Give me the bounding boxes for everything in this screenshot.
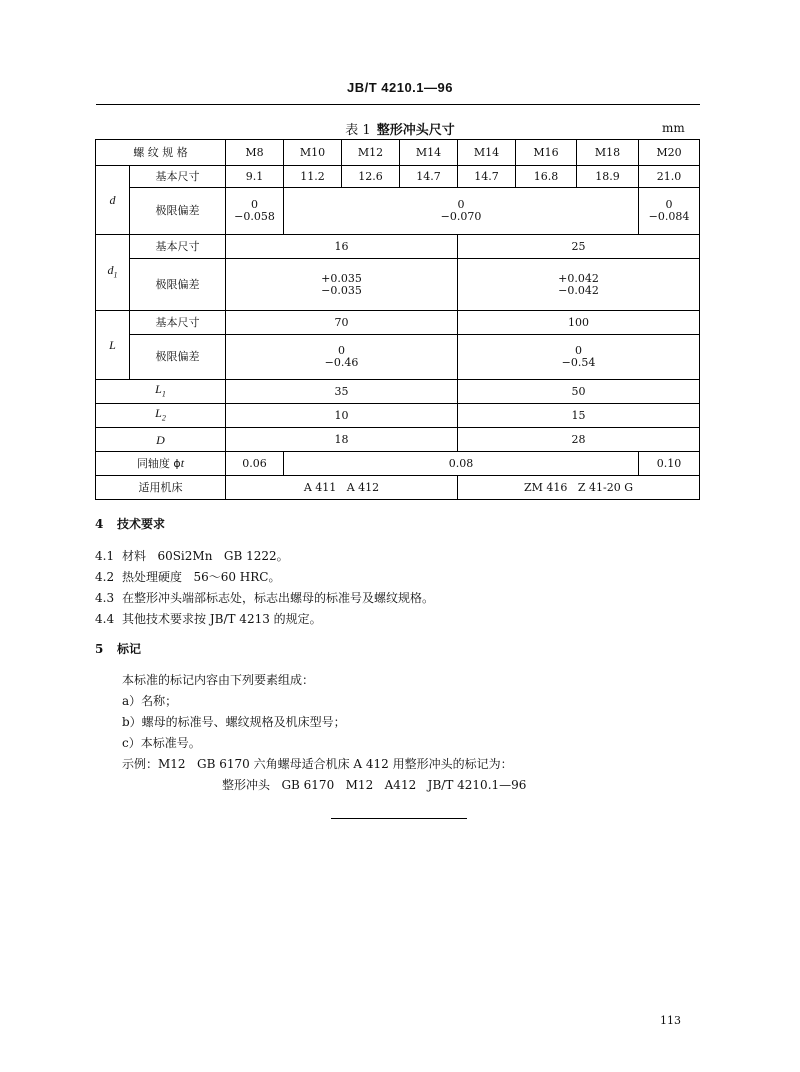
tolerance-label: 极限偏差	[130, 188, 226, 235]
section-title: 标记	[117, 642, 142, 656]
table-row	[96, 452, 700, 476]
d-tol-cell	[284, 188, 639, 235]
punch-dimension-table	[95, 139, 700, 500]
clause-4-2: 4.2 热处理硬度 56～60 HRC。	[95, 570, 281, 584]
d-base-cell: 16.8	[516, 166, 577, 188]
clause-4-4: 4.4 其他技术要求按 JB/T 4213 的规定。	[95, 612, 322, 626]
section-number: 4	[95, 517, 104, 531]
table-row	[96, 380, 700, 404]
d-base-cell: 9.1	[226, 166, 284, 188]
d-base-cell: 12.6	[342, 166, 400, 188]
L2-label-cell: $L_2$	[96, 404, 226, 428]
machine-label-cell: 适用机床	[96, 476, 226, 500]
tol-lower: −0.070	[440, 210, 482, 223]
spec-cell: M16	[516, 140, 577, 166]
table-row	[96, 335, 700, 380]
d1-tol-cell	[458, 259, 700, 311]
table-row	[96, 311, 700, 335]
section-title: 技术要求	[117, 517, 166, 531]
D-cell: 18	[226, 428, 458, 452]
table-row	[96, 476, 700, 500]
spec-cell: M18	[577, 140, 639, 166]
tol-upper: 0	[575, 344, 582, 357]
L1-cell: 35	[226, 380, 458, 404]
tol-lower: −0.058	[234, 210, 275, 223]
d-base-cell: 14.7	[400, 166, 458, 188]
marking-item-b: b）螺母的标准号、螺纹规格及机床型号；	[122, 715, 346, 729]
spec-cell: M12	[342, 140, 400, 166]
base-size-label: 基本尺寸	[130, 311, 226, 335]
spec-cell: M8	[226, 140, 284, 166]
coax-cell: 0.08	[284, 452, 639, 476]
machine-cell: A 411 A 412	[226, 476, 458, 500]
L-base-cell: 100	[458, 311, 700, 335]
table-row	[96, 259, 700, 311]
table-unit: mm	[662, 121, 685, 135]
coax-cell: 0.10	[639, 452, 700, 476]
marking-item-c: c）本标准号。	[122, 736, 201, 750]
d-base-cell: 14.7	[458, 166, 516, 188]
machine-cell: ZM 416 Z 41-20 G	[458, 476, 700, 500]
D-cell: 28	[458, 428, 700, 452]
tol-lower: −0.084	[648, 210, 690, 223]
spec-cell: M14	[458, 140, 516, 166]
d-base-cell: 11.2	[284, 166, 342, 188]
L-tol-cell	[226, 335, 458, 380]
table-row	[96, 235, 700, 259]
L-label-cell: L	[96, 311, 130, 380]
table-caption-number: 表 1	[345, 123, 371, 138]
header-rule	[96, 104, 700, 105]
tolerance-label: 极限偏差	[130, 335, 226, 380]
d-base-cell: 21.0	[639, 166, 700, 188]
L2-cell: 15	[458, 404, 700, 428]
end-rule	[331, 818, 467, 819]
tolerance-label: 极限偏差	[130, 259, 226, 311]
tol-upper: +0.042	[558, 271, 599, 285]
coaxiality-label-cell: 同轴度 ϕt	[96, 452, 226, 476]
tol-upper: 0	[251, 198, 258, 211]
spec-cell: M20	[639, 140, 700, 166]
L-tol-cell	[458, 335, 700, 380]
tol-lower: −0.042	[558, 283, 599, 297]
tol-lower: −0.46	[324, 356, 359, 369]
d1-base-cell: 25	[458, 235, 700, 259]
spec-cell: M14	[400, 140, 458, 166]
marking-intro: 本标准的标记内容由下列要素组成：	[122, 673, 315, 687]
tol-upper: +0.035	[321, 271, 362, 285]
L1-cell: 50	[458, 380, 700, 404]
clause-4-1: 4.1 材料 60Si2Mn GB 1222。	[95, 549, 289, 563]
d-base-cell: 18.9	[577, 166, 639, 188]
table-row	[96, 404, 700, 428]
L-base-cell: 70	[226, 311, 458, 335]
L1-label-cell: $L_1$	[96, 380, 226, 404]
tol-upper: 0	[338, 344, 345, 357]
d1-label-cell: $d_1$	[96, 235, 130, 311]
L2-cell: 10	[226, 404, 458, 428]
d1-tol-cell	[226, 259, 458, 311]
coax-cell: 0.06	[226, 452, 284, 476]
table-row	[96, 140, 700, 166]
marking-example: 示例：M12 GB 6170 六角螺母适合机床 A 412 用整形冲头的标记为：	[122, 757, 513, 771]
marking-example-designation: 整形冲头 GB 6170 M12 A412 JB/T 4210.1—96	[222, 778, 527, 792]
d1-base-cell: 16	[226, 235, 458, 259]
base-size-label: 基本尺寸	[130, 235, 226, 259]
table-caption-title: 整形冲头尺寸	[376, 123, 455, 138]
tol-upper: 0	[665, 198, 673, 211]
tol-upper: 0	[457, 198, 465, 211]
table-row	[96, 428, 700, 452]
base-size-label: 基本尺寸	[130, 166, 226, 188]
section-number: 5	[95, 642, 104, 656]
d-tol-cell	[639, 188, 700, 235]
page-number: 113	[660, 1014, 681, 1027]
spec-cell: M10	[284, 140, 342, 166]
d-tol-cell	[226, 188, 284, 235]
clause-4-3: 4.3 在整形冲头端部标志处，标志出螺母的标准号及螺纹规格。	[95, 591, 435, 605]
d-label-cell: d	[96, 166, 130, 235]
standard-code-header: JB/T 4210.1—96	[346, 80, 453, 95]
section-4-heading	[95, 515, 165, 532]
section-5-heading	[95, 640, 141, 657]
tol-lower: −0.035	[321, 283, 362, 297]
table-row	[96, 188, 700, 235]
tol-lower: −0.54	[561, 356, 596, 369]
D-label-cell: D	[96, 428, 226, 452]
table-row	[96, 166, 700, 188]
marking-item-a: a）名称；	[122, 694, 178, 708]
spec-label-cell: 螺 纹 规 格	[96, 140, 226, 166]
